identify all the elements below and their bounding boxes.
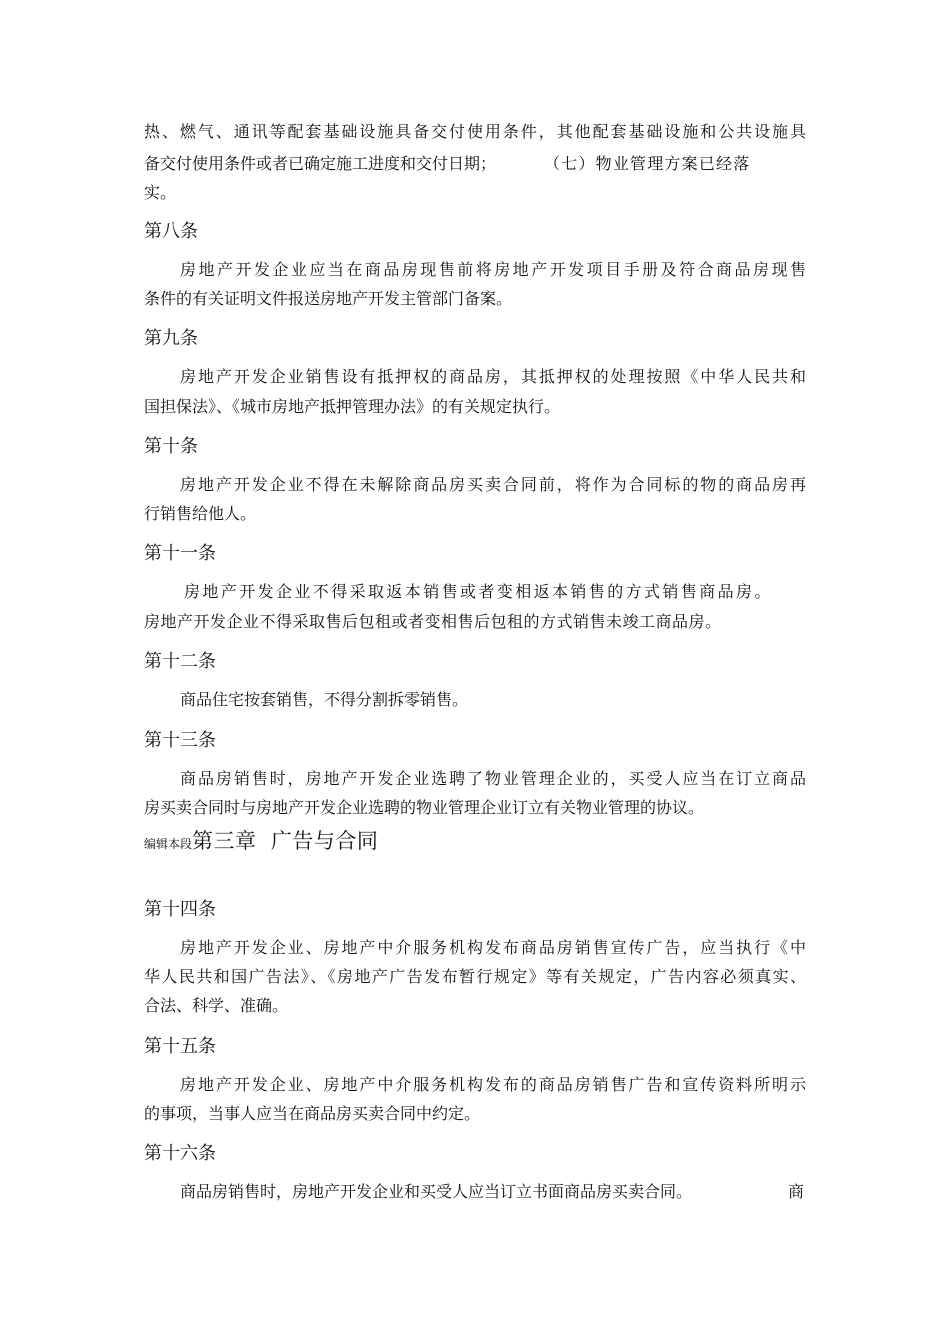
chapter-3-row [144,825,378,855]
article-10-heading: 第十条 [144,436,198,457]
article-16-para-text: 商品房销售时，房地产开发企业和买受人应当订立书面商品房买卖合同。 [180,1182,693,1201]
article-8-heading: 第八条 [144,221,198,242]
article-15-para-line-2: 的事项，当事人应当在商品房买卖合同中约定。 [144,1104,481,1123]
article-11-heading: 第十一条 [144,543,216,564]
article-10-para-line-1: 房地产开发企业不得在未解除商品房买卖合同前，将作为合同标的物的商品房再 [180,475,806,494]
article-11-para-line-1: 房地产开发企业不得采取返本销售或者变相返本销售的方式销售商品房。 [184,582,773,601]
article-12-para-line-1: 商品住宅按套销售，不得分割拆零销售。 [180,690,469,709]
article-12-heading: 第十二条 [144,651,216,672]
article-14-para-line-2: 华人民共和国广告法》、《房地产广告发布暂行规定》等有关规定，广告内容必须真实、 [144,967,806,986]
article-9-para-line-1: 房地产开发企业销售设有抵押权的商品房，其抵押权的处理按照《中华人民共和 [180,367,806,386]
article-9-heading: 第九条 [144,328,198,349]
article-7-line-1: 热、燃气、通讯等配套基础设施具备交付使用条件，其他配套基础设施和公共设施具 [144,122,806,141]
chapter-3-title: 第三章 广告与合同 [192,829,379,853]
edit-section-link[interactable]: 编辑本段 [144,837,193,851]
article-7-item-7: （七）物业管理方案已经落 [544,154,751,173]
article-10-para-line-2: 行销售给他人。 [144,504,257,523]
article-11-para-line-2: 房地产开发企业不得采取售后包租或者变相售后包租的方式销售未竣工商品房。 [144,612,722,631]
article-16-heading: 第十六条 [144,1143,216,1164]
article-13-para-line-1: 商品房销售时，房地产开发企业选聘了物业管理企业的，买受人应当在订立商品 [180,769,806,788]
article-7-line-3: 实。 [144,183,177,202]
article-13-heading: 第十三条 [144,730,216,751]
article-8-para-line-1: 房地产开发企业应当在商品房现售前将房地产开发项目手册及符合商品房现售 [180,260,806,279]
article-16-para-line-1 [180,1181,806,1203]
article-7-line-2 [144,153,806,175]
article-15-heading: 第十五条 [144,1036,216,1057]
article-14-heading: 第十四条 [144,899,216,920]
article-14-para-line-3: 合法、科学、准确。 [144,996,289,1015]
article-14-para-line-1: 房地产开发企业、房地产中介服务机构发布商品房销售宣传广告，应当执行《中 [180,938,806,957]
article-7-line-2a: 备交付使用条件或者已确定施工进度和交付日期； [144,154,497,173]
article-9-para-line-2: 国担保法》、《城市房地产抵押管理办法》的有关规定执行。 [144,397,561,416]
article-16-para-continuation: 商 [788,1182,805,1201]
article-15-para-line-1: 房地产开发企业、房地产中介服务机构发布的商品房销售广告和宣传资料所明示 [180,1075,806,1094]
article-13-para-line-2: 房买卖合同时与房地产开发企业选聘的物业管理企业订立有关物业管理的协议。 [144,798,705,817]
article-8-para-line-2: 条件的有关证明文件报送房地产开发主管部门备案。 [144,289,513,308]
